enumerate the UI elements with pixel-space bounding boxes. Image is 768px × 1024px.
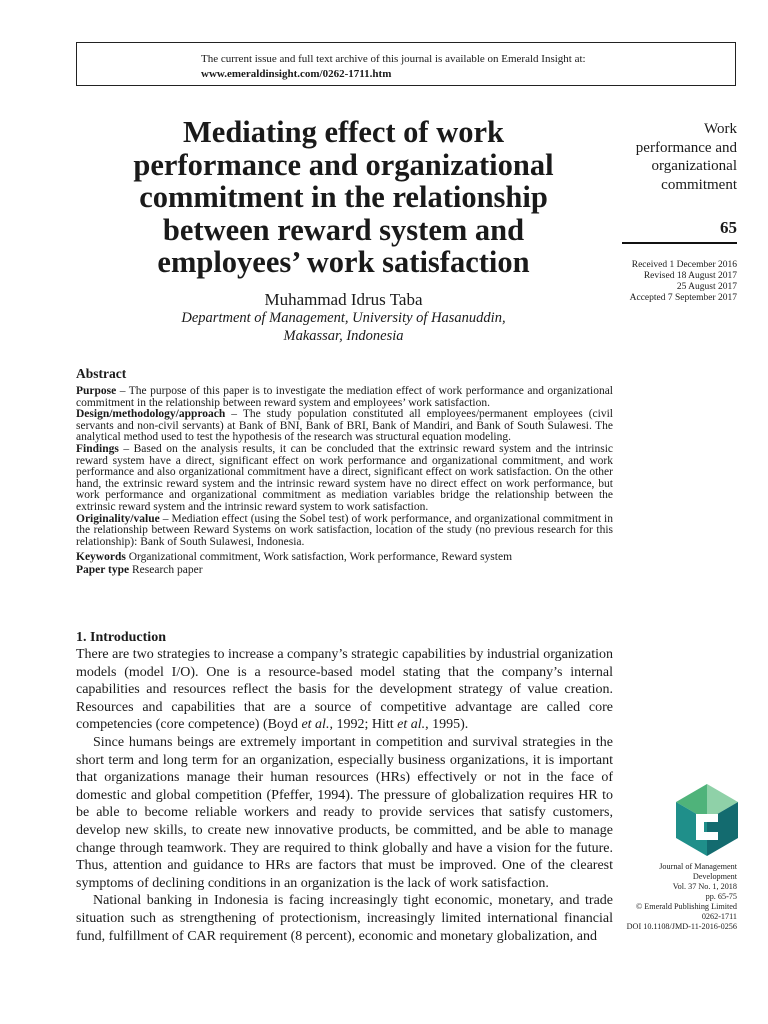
author-affiliation	[76, 309, 611, 345]
abstract-paper-type	[76, 565, 613, 577]
abstract-originality	[76, 514, 613, 549]
date-revised-2: 25 August 2017	[676, 282, 737, 292]
sidebar-divider	[622, 242, 737, 244]
journal-issn: 0262-1711	[701, 912, 737, 921]
affiliation-line: Makassar, Indonesia	[283, 328, 404, 344]
date-revised: Revised 18 August 2017	[643, 271, 737, 281]
emerald-logo-icon	[674, 782, 740, 858]
running-head-line: commitment	[661, 176, 737, 193]
author-name: Muhammad Idrus Taba	[264, 290, 423, 309]
article-title	[76, 116, 611, 279]
title-line: Mediating effect of work	[183, 115, 504, 149]
keywords-text: Organizational commitment, Work satisfaction, Work performance, Reward system	[125, 551, 513, 564]
journal-pages: pp. 65-75	[705, 892, 737, 901]
title-line: between reward system and	[162, 212, 525, 247]
journal-publisher: © Emerald Publishing Limited	[635, 902, 737, 911]
journal-citation	[620, 862, 737, 932]
abstract-design	[76, 409, 613, 444]
running-head-line: performance and	[635, 139, 737, 156]
keywords-label: Keywords	[76, 551, 126, 564]
title-line: commitment in the relationship	[139, 180, 548, 214]
intro-p1-end: , 1995).	[425, 717, 469, 733]
citation-etal: et al.	[397, 717, 426, 733]
paper-type-label: Paper type	[76, 564, 130, 577]
journal-name: Journal of Management	[659, 862, 737, 871]
abstract-purpose	[76, 386, 613, 409]
abstract-keywords	[76, 550, 613, 565]
abstract-findings	[76, 444, 613, 514]
journal-availability-notice	[76, 42, 736, 86]
purpose-text: – The purpose of this paper is to investigate the mediation effect of work performance and organizational commitment in the relationship between reward system and employees’ work satisfaction.	[76, 385, 613, 409]
affiliation-line: Department of Management, University of Hasanuddin,	[181, 310, 506, 326]
findings-text: – Based on the analysis results, it can be concluded that the extrinsic reward system and the intrinsic reward system have a direct, significant effect on work performance and organizational commitment, and work performance and also organizational commitment have a direct, significant effect on work satisfaction. On the other hand, the extrinsic reward system and the intrinsic reward system have no direct effect on work performance, but work performance and organizational commitment as mediation variables bridge the relationship between the extrinsic reward system and the intrinsic reward system to work satisfaction.	[76, 442, 613, 513]
date-received: Received 1 December 2016	[631, 260, 737, 270]
originality-text: – Mediation effect (using the Sobel test) of work performance, and organizational commitment in the relationship between Reward Systems on work satisfaction, location of the study (no previous research for this relationship): Bank of South Sulawesi, Indonesia.	[76, 512, 613, 548]
originality-label: Originality/value	[76, 512, 160, 525]
journal-url-link[interactable]: www.emeraldinsight.com/0262-1711.htm	[201, 68, 392, 80]
introduction-heading: 1. Introduction	[76, 630, 166, 645]
intro-paragraph-3: National banking in Indonesia is facing increasingly tight economic, monetary, and trade situation such as strengthening of protectionism, increasingly limited international financial fund, fulfillment of CAR requirement (8 percent), economic and monetary globalization, and	[76, 893, 613, 944]
intro-p1-mid: , 1992; Hitt	[329, 717, 398, 733]
journal-doi[interactable]: DOI 10.1108/JMD-11-2016-0256	[626, 922, 737, 931]
running-head	[600, 120, 737, 194]
findings-label: Findings	[76, 442, 119, 455]
article-dates	[600, 260, 737, 304]
journal-volume: Vol. 37 No. 1, 2018	[672, 882, 737, 891]
introduction-section	[76, 629, 613, 945]
design-text: – The study population constituted all employees/permanent employees (civil servants and non-civil servants) at Bank of BNI, Bank of BRI, Bank of Mandiri, and Bank of South Sulawesi. The analytical method used to test the hypothesis of the research was structural equation modeling.	[76, 408, 613, 444]
title-line: performance and organizational	[133, 147, 554, 182]
date-accepted: Accepted 7 September 2017	[629, 293, 737, 303]
title-line: employees’ work satisfaction	[157, 245, 530, 279]
notice-text: The current issue and full text archive of this journal is available on Emerald Insight at:	[201, 53, 586, 65]
abstract-section	[76, 367, 613, 577]
purpose-label: Purpose	[76, 385, 117, 397]
intro-p1-text: There are two strategies to increase a company’s strategic capabilities by industrial organization models (model I/O). One is a resource-based model stating that the company’s internal capabilities and resources reflect the basis for the development strategy of value creation. Resources and capabilities that are a source of competitive advantage are called core competencies (core competence) (Boyd	[76, 647, 613, 733]
citation-etal: et al.	[301, 717, 330, 733]
running-head-line: organizational	[651, 158, 737, 174]
intro-paragraph-1	[76, 646, 613, 734]
journal-name-2: Development	[692, 872, 737, 881]
abstract-heading: Abstract	[76, 366, 127, 381]
paper-type-text: Research paper	[129, 564, 203, 577]
page-number: 65	[720, 218, 737, 237]
intro-paragraph-2: Since humans beings are extremely important in competition and survival strategies in the short term and long term for an organization, especially business organizations, it is important that organizations manage their human resources (HRs) effectively or not in the face of domestic and global competition (Pfeffer, 1994). The pressure of globalization requires HR to be able to become reliable workers and ready to provide services that satisfy customers, develop new skills, to create new innovative products, be committed, and be able to manage change through teamwork. They are required to think globally and have a vision for the future. Thus, attention and guidance to HRs are factors that must be improved. One of the clearest symptoms of declining conditions in an organization is the lack of work satisfaction.	[76, 734, 613, 891]
design-label: Design/methodology/approach	[76, 408, 226, 421]
running-head-line: Work	[704, 121, 737, 137]
